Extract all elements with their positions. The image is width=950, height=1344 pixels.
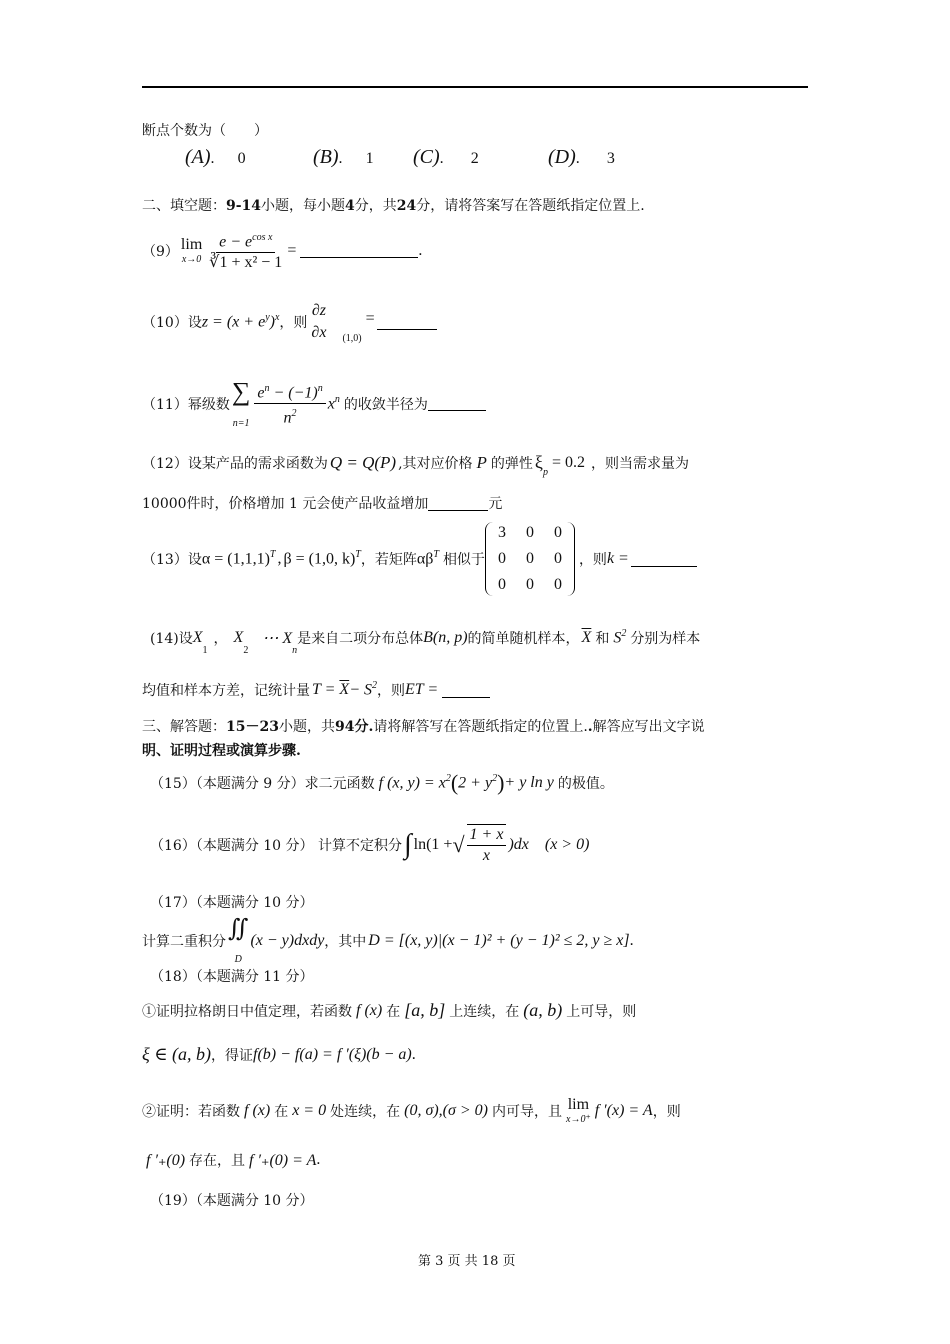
page-number-footer: 第 3 页 共 18 页 (418, 1254, 516, 1269)
question-14-line-2: 均值和样本方差，记统计量 T = $\overline{X}$ − $S^2$ ，则 ET = (142, 680, 490, 700)
question-18-part-1-line-1: ①证明拉格朗日中值定理，若函数 f (x) 在 [a, b] 上连续，在 (a, b) 上可导，则 (142, 1000, 637, 1020)
question-17: 计算二重积分 ∬ D (x − y)dxdy ，其中 D = [(x, y)|(x − 1)² + (y − 1)² ≤ 2, y ≥ x] . (142, 916, 634, 965)
question-15: （15）（本题满分 9 分）求二元函数 f (x, $y) = x^2$ ( $2 + y^2$ ) + y ln y 的极值。 (150, 770, 614, 795)
similar-matrix: 3 0 0 0 0 0 0 0 0 (485, 522, 575, 596)
section-2-heading: 二、填空题：9-14小题，每小题4分，共24分，请将答案写在答题纸指定位置上. (142, 198, 645, 214)
answer-blank-13 (631, 552, 697, 567)
question-17-heading: （17）（本题满分 10 分） (150, 895, 314, 911)
question-11: （11）幂级数 ∑ n=1 $\frac{e^n - (-1)^n}{n^2}$ $x^n$ 的收敛半径为 (142, 378, 486, 429)
question-18-part-2-line-1: ②证明：若函数 f (x) 在 x = 0 处连续，在 (0, σ),(σ > 0) 内可导，且 lim x→0⁺ f ′(x) = A ，则 (142, 1096, 681, 1125)
q8-option-a: (A). 0 (185, 146, 246, 168)
q8-tail: 断点个数为（ ） (142, 123, 268, 139)
section-3-heading-line-2: 明、证明过程或演算步骤. (142, 743, 301, 759)
answer-blank-9 (300, 243, 418, 258)
question-18-heading: （18）（本题满分 11 分） (150, 969, 314, 985)
question-18-part-1-line-2: ξ ∈ (a, b) ，得证 f(b) − f(a) = f ′(ξ)(b − a) . (142, 1044, 416, 1064)
section-3-heading: 三、解答题：15－23小题，共94分.请将解答写在答题纸指定的位置上..解答应写出文字说 (142, 719, 705, 735)
question-10: （10）设 $z = (x + e^y)^x$ ，则 ∂z ∂x (1,0) = (142, 300, 437, 344)
answer-blank-10 (377, 315, 437, 330)
question-9: （9） lim x→0 $\frac{e - e^{cos x}}{\text{∛1 + x² − 1}}$ = . (142, 228, 422, 273)
question-16: （16）（本题满分 10 分） 计算不定积分 ∫ ln(1 + √ $\frac{1 + x}{x}$ )dx (x > 0) (150, 826, 590, 864)
question-19-heading: （19）（本题满分 10 分） (150, 1193, 314, 1209)
answer-blank-12 (428, 496, 488, 511)
q8-option-c: (C). 2 (413, 146, 479, 168)
answer-blank-14 (442, 683, 490, 698)
question-12-line-2: 10000件时，价格增加 1 元会使产品收益增加 元 (142, 496, 503, 512)
question-14-line-1: (14)设 X 1 ， X 2 ⋯ X n 是来自二项分布总体 B(n, p) 的简单随机样本， $\overline{X}$ 和 $S^2$ 分别为样本 (150, 628, 701, 656)
q8-option-d: (D). 3 (548, 146, 615, 168)
answer-blank-11 (428, 396, 486, 411)
question-13: （13）设 $\alpha = (1,1,1)^T$ , β = (1,0, k)$^T$ ，若矩阵 $\alpha\beta^T$ 相似于 3 0 0 0 0 0 0 0 0 ，则 k = (142, 522, 697, 596)
header-rule (142, 86, 808, 88)
question-12-line-1: （12）设某产品的需求函数为 Q = Q(P) ,其对应价格 P 的弹性 ξ p = 0.2 ，则当需求量为 (142, 452, 689, 478)
question-18-part-2-line-2: f ′₊(0) 存在，且 f ′₊(0) = A . (146, 1151, 321, 1169)
q8-option-b: (B). 1 (313, 146, 374, 168)
